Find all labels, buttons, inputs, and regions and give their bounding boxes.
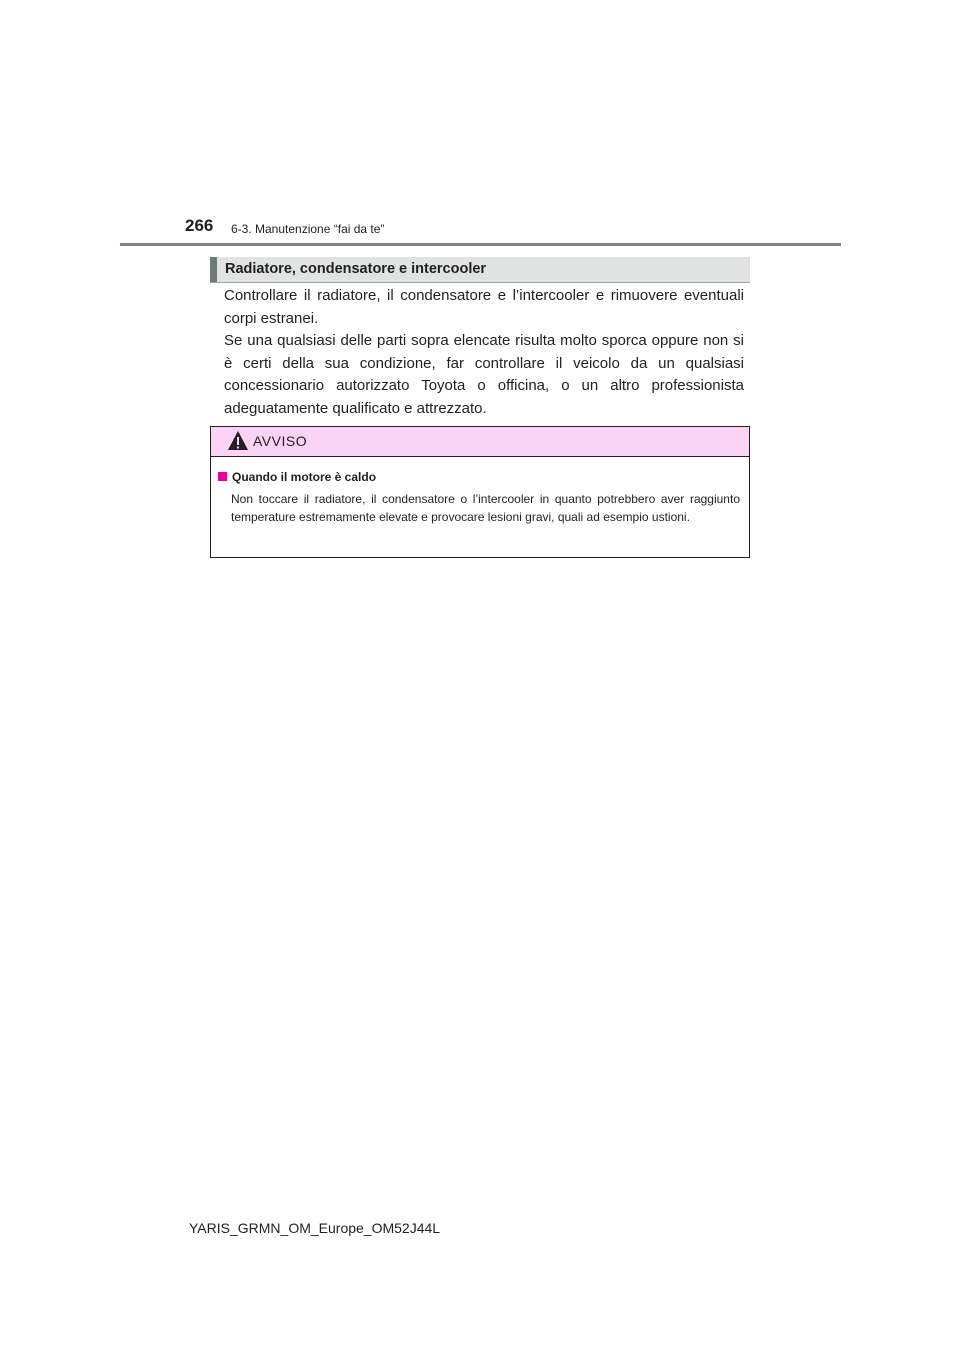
body-paragraph-1: Controllare il radiatore, il condensatore e l’intercooler e rimuovere eventuali corpi estranei. <box>224 287 744 327</box>
body-paragraph-2: Se una qualsiasi delle parti sopra elencate risulta molto sporca oppure non si è certi della sua condizione, far controllare il veicolo da un qualsiasi concessionario autorizzato Toyota o officina, o un altro professionista adeguatamente qualificato e attrezzato. <box>224 332 744 417</box>
bullet-square-icon <box>218 472 227 481</box>
subheading-banner <box>210 257 750 283</box>
warning-header <box>211 427 749 457</box>
warning-text: Non toccare il radiatore, il condensatore o l’intercooler in quanto potrebbero aver raggiunto temperature estremamente elevate e provocare lesioni gravi, quali ad esempio ustioni. <box>231 492 740 524</box>
warning-title: AVVISO <box>253 433 308 449</box>
footer-doc-code: YARIS_GRMN_OM_Europe_OM52J44L <box>189 1220 441 1236</box>
warning-triangle-icon <box>227 430 249 452</box>
subheading-title: Radiatore, condensatore e intercooler <box>225 261 487 277</box>
section-title: 6-3. Manutenzione “fai da te” <box>231 222 385 236</box>
page-number: 266 <box>185 216 214 235</box>
subheading-accent-bar <box>210 257 217 282</box>
body-text <box>224 285 744 420</box>
warning-box <box>210 426 750 558</box>
header-divider <box>120 243 841 246</box>
warning-heading <box>218 470 376 484</box>
warning-heading-text: Quando il motore è caldo <box>232 470 377 484</box>
